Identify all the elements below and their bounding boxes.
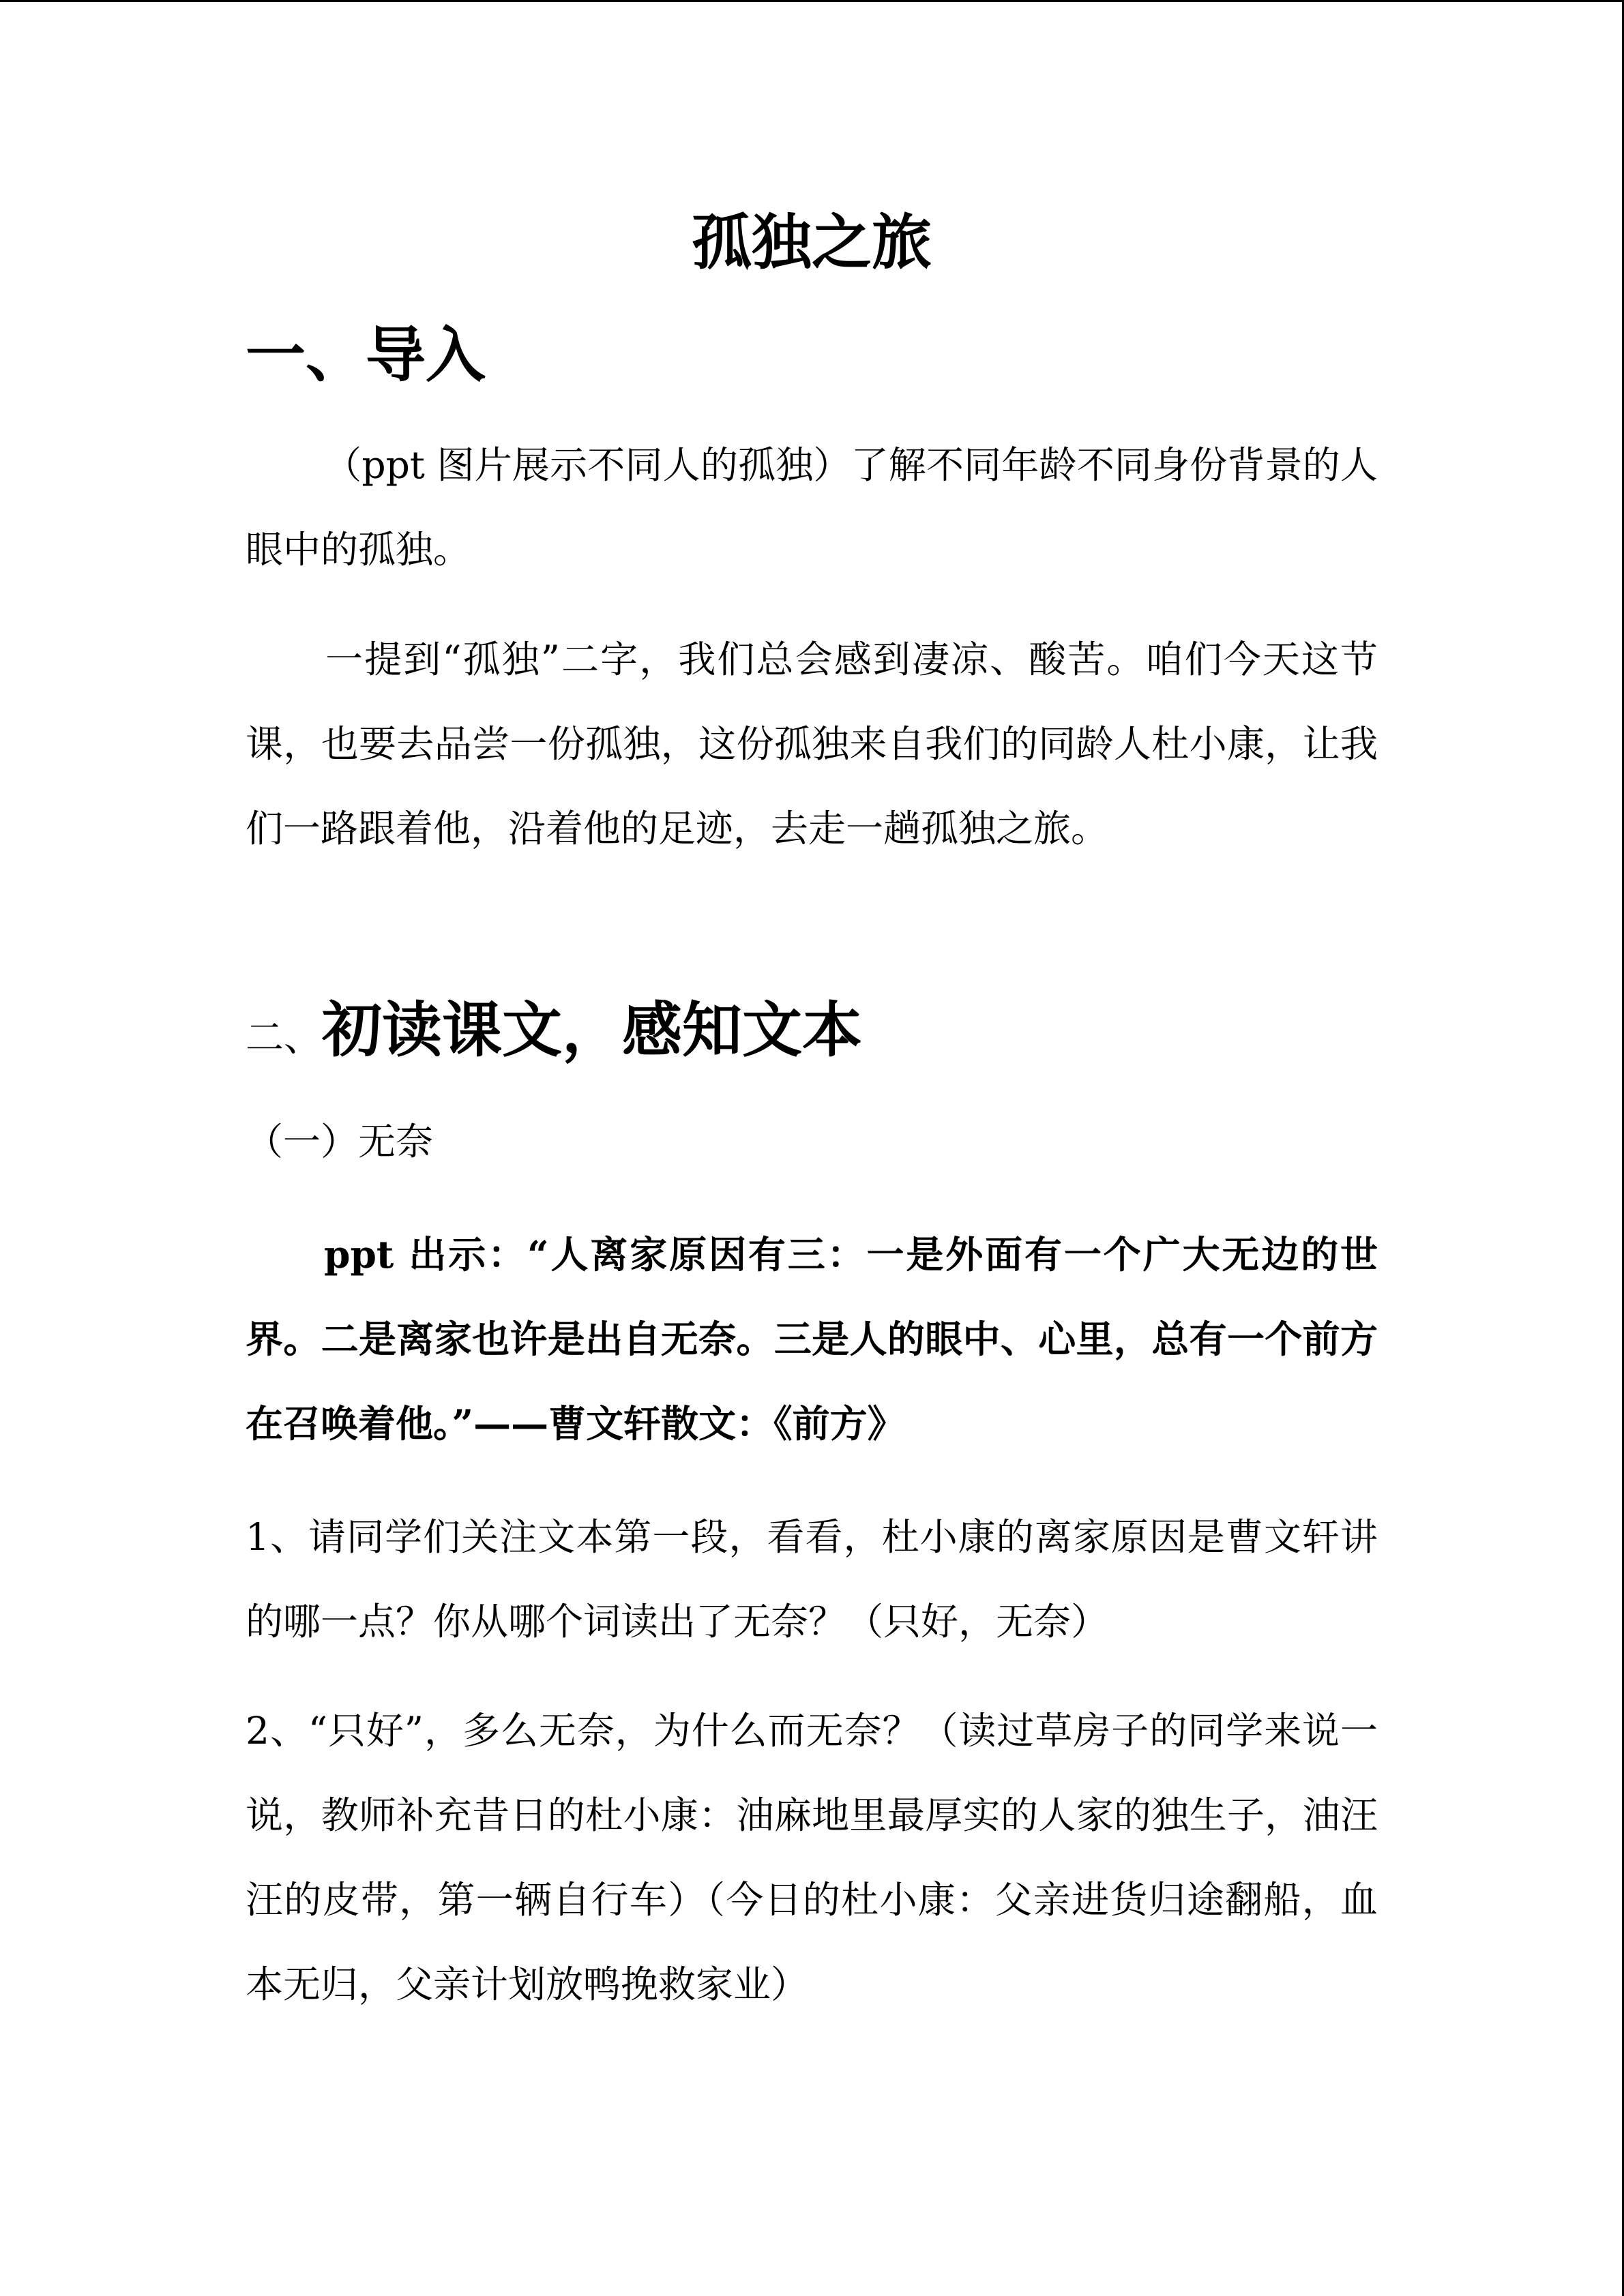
intro-paragraph-2 <box>246 617 1378 871</box>
subsection-heading-helpless: （一）无奈 <box>246 1120 434 1163</box>
top-border-line <box>0 0 1624 2</box>
ppt-quote-text: ppt 出示：“人离家原因有三：一是外面有一个广大无边的世界。二是离家也许是出自无奈。三是人的眼中、心里，总有一个前方在召唤着他。”——曹文轩散文：《前方》 <box>246 1232 1378 1446</box>
section-heading-number: 二、 <box>246 1016 322 1060</box>
section-heading-intro: 一、导入 <box>246 319 486 390</box>
section-heading-reading <box>246 985 862 1083</box>
question-1-paragraph: 1、请同学们关注文本第一段，看看，杜小康的离家原因是曹文轩讲的哪一点？你从哪个词读出了无奈？（只好，无奈） <box>246 1515 1378 1643</box>
intro-paragraph-1 <box>246 423 1378 592</box>
ppt-quote-paragraph <box>246 1212 1378 1466</box>
section-heading-text: 初读课文，感知文本 <box>322 994 863 1065</box>
intro-paragraph-1-text: （ppt 图片展示不同人的孤独）了解不同年龄不同身份背景的人眼中的孤独。 <box>246 443 1378 571</box>
intro-paragraph-2-text: 一提到“孤独”二字，我们总会感到凄凉、酸苦。咱们今天这节课，也要去品尝一份孤独，这份孤独来自我们的同龄人杜小康，让我们一路跟着他，沿着他的足迹，去走一趟孤独之旅。 <box>246 638 1378 850</box>
document-title: 孤独之旅 <box>691 207 932 278</box>
question-2-paragraph: 2、“只好”，多么无奈，为什么而无奈？（读过草房子的同学来说一说，教师补充昔日的杜小康：油麻地里最厚实的人家的独生子，油汪汪的皮带，第一辆自行车）（今日的杜小康：父亲进货归途翻船，血本无归，父亲计划放鸭挽救家业） <box>246 1709 1378 2006</box>
